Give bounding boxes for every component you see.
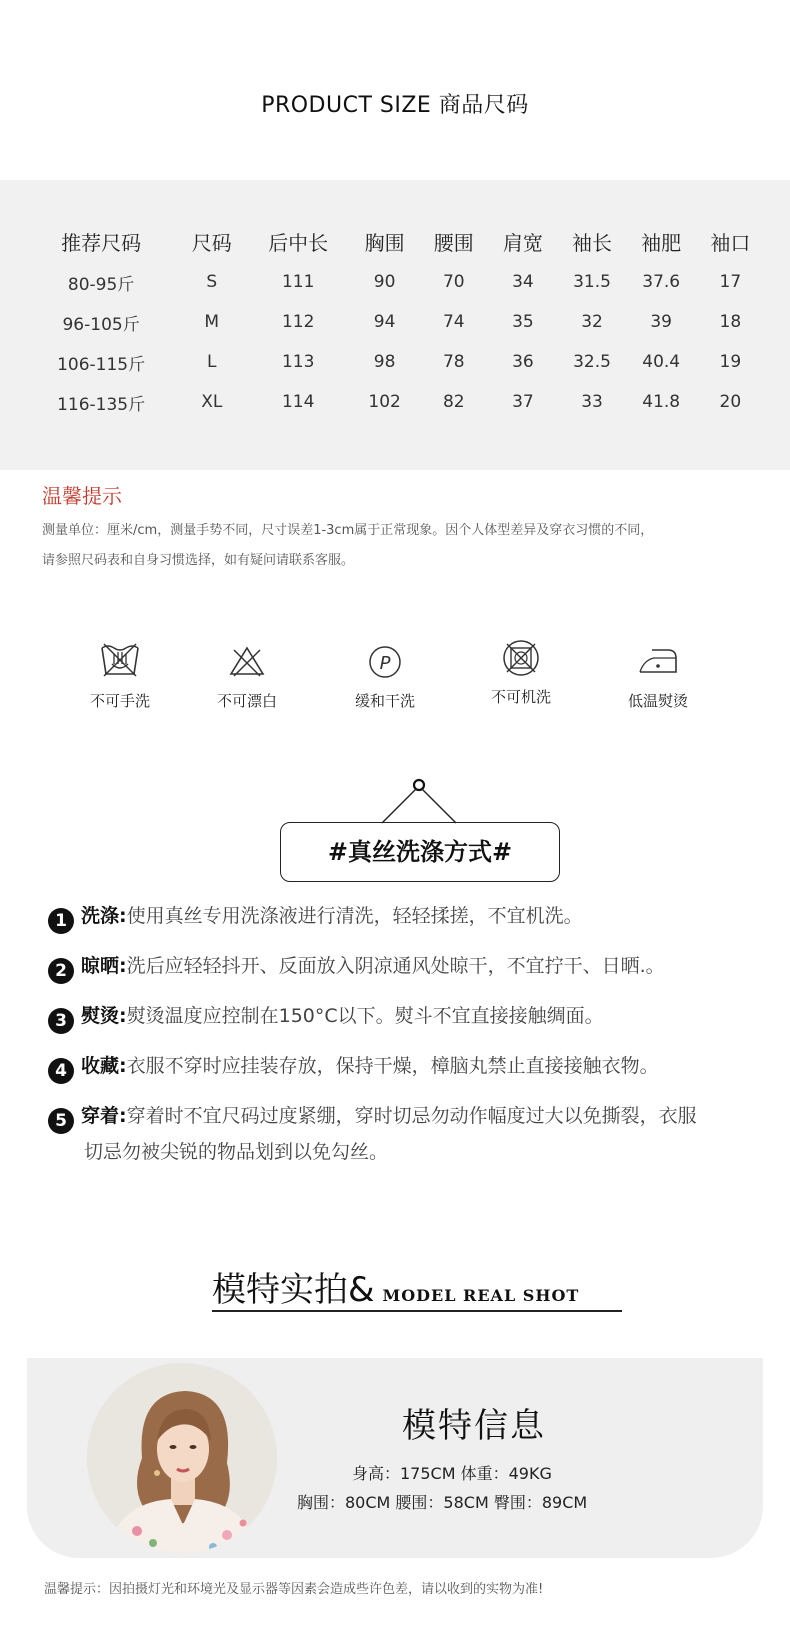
gentle-dry-clean-icon (363, 640, 407, 680)
wash-method-title: #真丝洗涤方式# (280, 822, 560, 882)
wash-rule (48, 1098, 790, 1170)
rule-text: 穿着时不宜尺码过度紧绷，穿时切忌勿动作幅度过大以免撕裂，衣服 (126, 1105, 697, 1127)
table-cell: 116-135斤 (57, 394, 146, 415)
column-header: 袖长 (572, 230, 613, 255)
care-item-low-temp-iron (603, 640, 713, 711)
table-cell: 112 (281, 312, 315, 332)
table-cell: 31.5 (573, 272, 611, 292)
table-cell: 41.8 (642, 392, 681, 412)
table-cell: 33 (581, 392, 603, 412)
model-title-en: MODEL REAL SHOT (382, 1286, 580, 1305)
column-header: 肩宽 (502, 230, 543, 255)
table-cell: 20 (719, 392, 742, 412)
tip-line: 请参照尺码表和自身习惯选择，如有疑问请联系客服。 (42, 553, 355, 568)
hanging-hook-icon (370, 778, 470, 824)
table-cell: L (207, 352, 217, 372)
model-info-card (27, 1358, 763, 1558)
column-header: 推荐尺码 (61, 230, 142, 255)
table-cell: 111 (281, 272, 315, 292)
table-cell: 74 (442, 312, 465, 332)
title-underline (212, 1310, 622, 1312)
table-cell: 94 (373, 312, 396, 332)
care-item-no-hand-wash (65, 640, 175, 711)
table-cell: 80-95斤 (67, 274, 135, 295)
model-info-title: 模特信息 (402, 1406, 546, 1446)
care-item-no-machine-wash (466, 636, 576, 707)
table-cell: 82 (442, 392, 465, 412)
table-cell: 37.6 (642, 272, 681, 292)
table-cell: 32 (581, 312, 603, 332)
rule-text-continued: 切忌勿被尖锐的物品划到以免勾丝。 (84, 1141, 389, 1163)
table-cell: 40.4 (642, 352, 681, 372)
care-item-gentle-dry-clean (330, 640, 440, 711)
care-label: 低温熨烫 (627, 692, 688, 710)
table-cell: 70 (442, 272, 465, 292)
size-table (25, 220, 765, 422)
rule-text: 使用真丝专用洗涤液进行清洗，轻轻揉搓，不宜机洗。 (126, 905, 583, 927)
table-row (25, 262, 765, 302)
wash-rule (48, 998, 790, 1034)
table-cell: 78 (442, 352, 465, 372)
column-header: 胸围 (364, 230, 405, 255)
rule-text: 洗后应轻轻抖开、反面放入阴凉通风处晾干，不宜拧干、日晒.。 (126, 955, 665, 977)
table-cell: 102 (368, 392, 401, 412)
table-row (25, 342, 765, 382)
table-cell: 32.5 (573, 352, 611, 372)
table-cell: 39 (650, 312, 672, 332)
care-label: 不可手洗 (89, 692, 150, 710)
table-cell: 106-115斤 (57, 354, 146, 375)
table-cell: 35 (512, 312, 534, 332)
care-label: 不可机洗 (490, 688, 551, 706)
size-table-header (25, 220, 765, 262)
table-cell: 96-105斤 (62, 314, 140, 335)
table-cell: XL (201, 392, 223, 412)
rule-text: 熨烫温度应控制在150°C以下。熨斗不宜直接接触绸面。 (126, 1005, 604, 1027)
care-item-no-bleach (192, 640, 302, 711)
table-cell: 90 (373, 272, 396, 292)
table-cell: 19 (719, 352, 742, 372)
column-header: 袖口 (710, 230, 751, 255)
rule-number-badge: 3 (48, 1008, 74, 1034)
rule-text: 衣服不穿时应挂装存放，保持干燥，樟脑丸禁止直接接触衣物。 (126, 1055, 659, 1077)
model-title-cn: 模特实拍& (212, 1270, 375, 1310)
table-cell: 113 (281, 352, 315, 372)
rule-heading: 晾晒: (81, 955, 127, 977)
table-cell: 17 (719, 272, 742, 292)
rule-number-badge: 5 (48, 1108, 74, 1134)
model-avatar (87, 1363, 277, 1553)
table-cell: 37 (512, 392, 534, 412)
column-header: 袖肥 (641, 230, 682, 255)
column-header: 后中长 (268, 230, 329, 255)
column-header: 尺码 (191, 230, 232, 255)
rule-heading: 洗涤: (81, 905, 127, 927)
wash-rule (48, 948, 790, 984)
care-label: 缓和干洗 (354, 692, 415, 710)
table-cell: M (204, 312, 220, 332)
low-temp-iron-icon (634, 640, 682, 680)
model-section-title (212, 1262, 579, 1311)
size-panel (0, 180, 790, 470)
rule-number-badge: 4 (48, 1058, 74, 1084)
rule-heading: 收藏: (81, 1055, 127, 1077)
table-cell: 18 (719, 312, 742, 332)
model-info-line: 身高：175CM 体重：49KG (352, 1464, 552, 1483)
table-cell: 98 (373, 352, 396, 372)
page-title: PRODUCT SIZE 商品尺码 (261, 93, 529, 118)
tip-title: 温馨提示 (42, 484, 122, 508)
table-cell: 34 (512, 272, 534, 292)
table-cell: 36 (512, 352, 534, 372)
model-portrait-image (87, 1363, 277, 1553)
wash-rule (48, 898, 790, 934)
column-header: 腰围 (433, 230, 474, 255)
care-label: 不可漂白 (216, 692, 277, 710)
rule-number-badge: 2 (48, 958, 74, 984)
table-row (25, 302, 765, 342)
no-bleach-icon (225, 640, 269, 680)
rule-heading: 穿着: (81, 1105, 127, 1127)
table-row (25, 382, 765, 422)
rule-heading: 熨烫: (81, 1005, 127, 1027)
svg-text:P: P (379, 653, 391, 674)
tip-text (42, 516, 762, 576)
rule-number-badge: 1 (48, 908, 74, 934)
model-info-line: 胸围：80CM 腰围：58CM 臀围：89CM (297, 1493, 588, 1512)
footer-tip: 温馨提示：因拍摄灯光和环境光及显示器等因素会造成些许色差，请以收到的实物为准! (44, 1582, 544, 1597)
no-hand-wash-icon (98, 640, 142, 680)
tip-line: 测量单位：厘米/cm，测量手势不同，尺寸误差1-3cm属于正常现象。因个人体型差异及穿衣习惯的不同， (42, 523, 654, 538)
no-machine-wash-icon (499, 636, 543, 680)
table-cell: 114 (281, 392, 315, 412)
wash-rule (48, 1048, 790, 1084)
table-cell: S (206, 272, 218, 292)
